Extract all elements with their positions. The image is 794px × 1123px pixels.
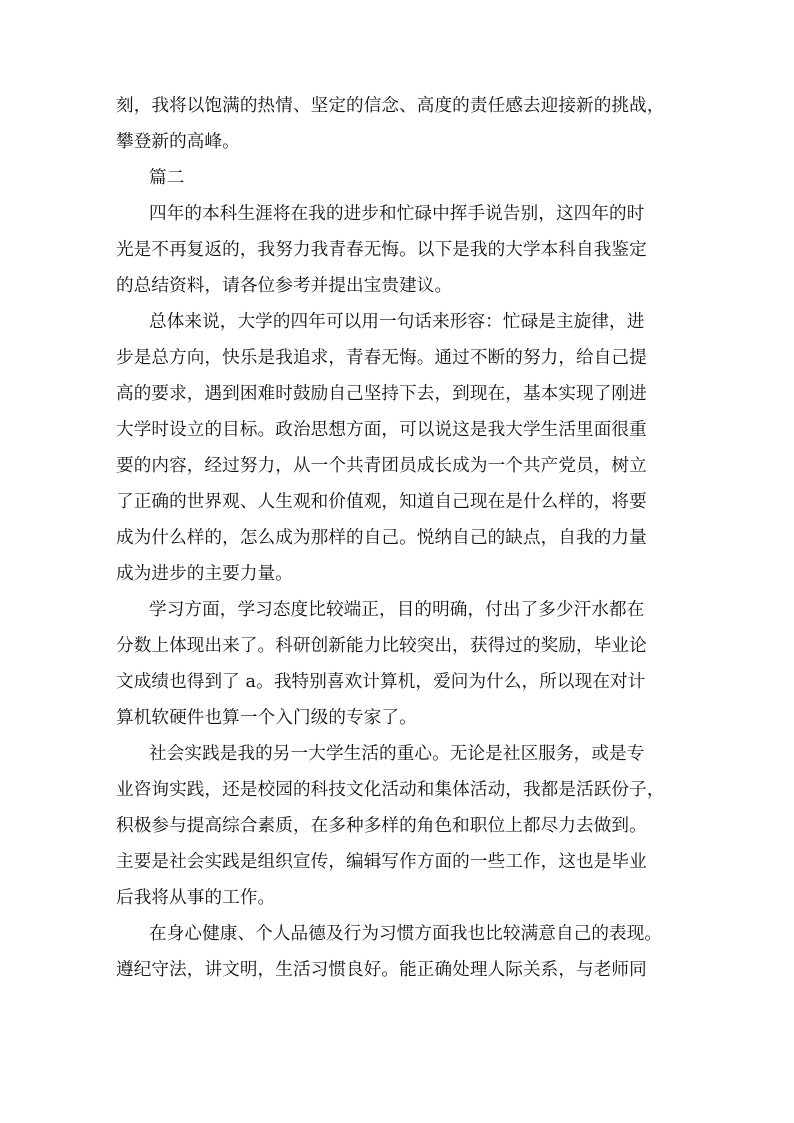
paragraph-start: 学习方面，学习态度比较端正，目的明确，付出了多少汗水都在: [149, 600, 645, 620]
document-body: [116, 88, 680, 988]
text-line: 刻，我将以饱满的热情、坚定的信念、高度的责任感去迎接新的挑战，: [116, 96, 665, 116]
text-line: 算机软硬件也算一个入门级的专家了。: [116, 708, 417, 728]
text-line: 大学时设立的目标。政治思想方面，可以说这是我大学生活里面很重: [116, 420, 647, 440]
text-line: 高的要求，遇到困难时鼓励自己坚持下去，到现在，基本实现了刚进: [116, 384, 647, 404]
text-line: 遵纪守法，讲文明，生活习惯良好。能正确处理人际关系，与老师同: [116, 960, 647, 980]
text-line: 主要是社会实践是组织宣传，编辑写作方面的一些工作，这也是毕业: [116, 852, 647, 872]
text-line: 步是总方向，快乐是我追求，青春无悔。通过不断的努力，给自己提: [116, 348, 647, 368]
text-line: 业咨询实践，还是校园的科技文化活动和集体活动，我都是活跃份子，: [116, 780, 665, 800]
text-line: 后我将从事的工作。: [116, 888, 276, 908]
section-heading: 篇二: [149, 168, 185, 188]
text-line: 的总结资料，请各位参考并提出宝贵建议。: [116, 276, 453, 296]
text-line: 成为什么样的，怎么成为那样的自己。悦纳自己的缺点，自我的力量: [116, 528, 647, 548]
text-line: 光是不再复返的，我努力我青春无悔。以下是我的大学本科自我鉴定: [116, 240, 647, 260]
paragraph-start: 总体来说，大学的四年可以用一句话来形容：忙碌是主旋律，进: [149, 312, 645, 332]
text-line: 成为进步的主要力量。: [116, 564, 293, 584]
text-line: 要的内容，经过努力，从一个共青团员成长成为一个共产党员，树立: [116, 456, 647, 476]
text-line: 分数上体现出来了。科研创新能力比较突出，获得过的奖励，毕业论: [116, 636, 647, 656]
text-line: 攀登新的高峰。: [116, 132, 240, 152]
text-line: 文成绩也得到了 a。我特别喜欢计算机，爱问为什么，所以现在对计: [116, 672, 646, 692]
paragraph-start: 在身心健康、个人品德及行为习惯方面我也比较满意自己的表现。: [149, 924, 663, 944]
paragraph-start: 社会实践是我的另一大学生活的重心。无论是社区服务，或是专: [149, 744, 645, 764]
text-line: 积极参与提高综合素质，在多种多样的角色和职位上都尽力去做到。: [116, 816, 647, 836]
paragraph-start: 四年的本科生涯将在我的进步和忙碌中挥手说告别，这四年的时: [149, 204, 645, 224]
text-line: 了正确的世界观、人生观和价值观，知道自己现在是什么样的，将要: [116, 492, 647, 512]
